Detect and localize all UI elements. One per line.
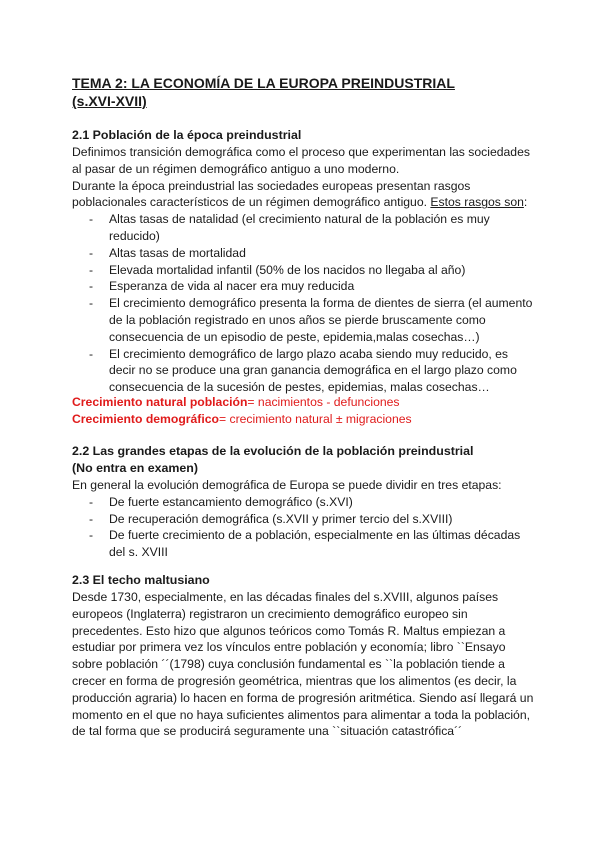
paragraph	[72, 178, 537, 212]
list-item: - Esperanza de vida al nacer era muy reducida	[72, 278, 537, 295]
title-line-1: TEMA 2: LA ECONOMÍA DE LA EUROPA PREINDUSTRIAL	[72, 75, 455, 91]
paragraph: Desde 1730, especialmente, en las décadas finales del s.XVIII, algunos países europeos (Inglaterra) registraron un crecimiento demográfico europeo sin precedentes. Esto hizo que algunos teóricos como Tomás R. Maltus empiezan a estudiar por primera vez los vínculos entre población y economía; libro ``Ensayo sobre población ´´(1798) cuya conclusión fundamental es ``la población tiende a crecer en forma de progresión geométrica, mientras que los alimentos (es decir, la producción agraria) lo hacen en forma de progresión aritmética. Siendo así llegará un momento en el que no haya suficientes alimentos para alimentar a toda la población, de tal forma que se producirá seguramente una ``situación catastrófica´´	[72, 590, 534, 739]
section-2-2	[72, 443, 537, 561]
formula-demographic-growth	[72, 411, 537, 428]
document-title	[72, 74, 542, 110]
section-note: (No entra en examen)	[72, 461, 199, 475]
list-item: - El crecimiento demográfico presenta la forma de dientes de sierra (el aumento de la población registrado en unos años se pierde bruscamente como consecuencia de un episodio de peste, epidemia,malas cosechas…)	[72, 295, 537, 345]
formula-value: = crecimiento natural ± migraciones	[218, 411, 412, 426]
formula-label: Crecimiento demográfico	[72, 411, 219, 426]
formula-value: = nacimientos - defunciones	[247, 395, 400, 409]
traits-list	[72, 211, 537, 396]
paragraph: En general la evolución demográfica de Europa se puede dividir en tres etapas:	[72, 478, 502, 492]
list-item: - Altas tasas de natalidad (el crecimiento natural de la población es muy reducido)	[72, 211, 537, 245]
list-item: - El crecimiento demográfico de largo plazo acaba siendo muy reducido, es decir no se produce una gran ganancia demográfica en el largo plazo como consecuencia de la sucesión de pestes, epidemias, malas cosechas…	[72, 346, 537, 396]
stages-list	[72, 494, 537, 561]
formula-label: Crecimiento natural población	[72, 395, 248, 409]
list-item: - De fuerte crecimiento de a población, especialmente en las últimas décadas del s. XVIII	[72, 527, 537, 561]
formula-natural-growth	[72, 394, 537, 411]
title-line-2: (s.XVI-XVII)	[72, 93, 147, 109]
formulas	[72, 394, 537, 428]
section-2-1	[72, 127, 537, 396]
section-heading: 2.3 El techo maltusiano	[72, 573, 210, 587]
list-item: - De fuerte estancamiento demográfico (s.XVI)	[72, 494, 537, 511]
underlined-text: Estos rasgos son	[430, 195, 524, 210]
list-item: - Elevada mortalidad infantil (50% de los nacidos no llegaba al año)	[72, 262, 537, 279]
punctuation: :	[523, 195, 528, 210]
paragraph-text: Durante la época preindustrial las sociedades europeas presentan rasgos poblacionales característicos de un régimen demográfico antiguo.	[72, 178, 471, 210]
section-heading: 2.1 Población de la época preindustrial	[72, 128, 302, 142]
section-2-3	[72, 572, 537, 740]
list-item: - Altas tasas de mortalidad	[72, 245, 537, 262]
list-item: - De recuperación demográfica (s.XVII y primer tercio del s.XVIII)	[72, 511, 537, 528]
section-heading: 2.2 Las grandes etapas de la evolución de la población preindustrial	[72, 444, 474, 458]
paragraph: Definimos transición demográfica como el proceso que experimentan las sociedades al pasar de un régimen demográfico antiguo a uno moderno.	[72, 145, 530, 176]
